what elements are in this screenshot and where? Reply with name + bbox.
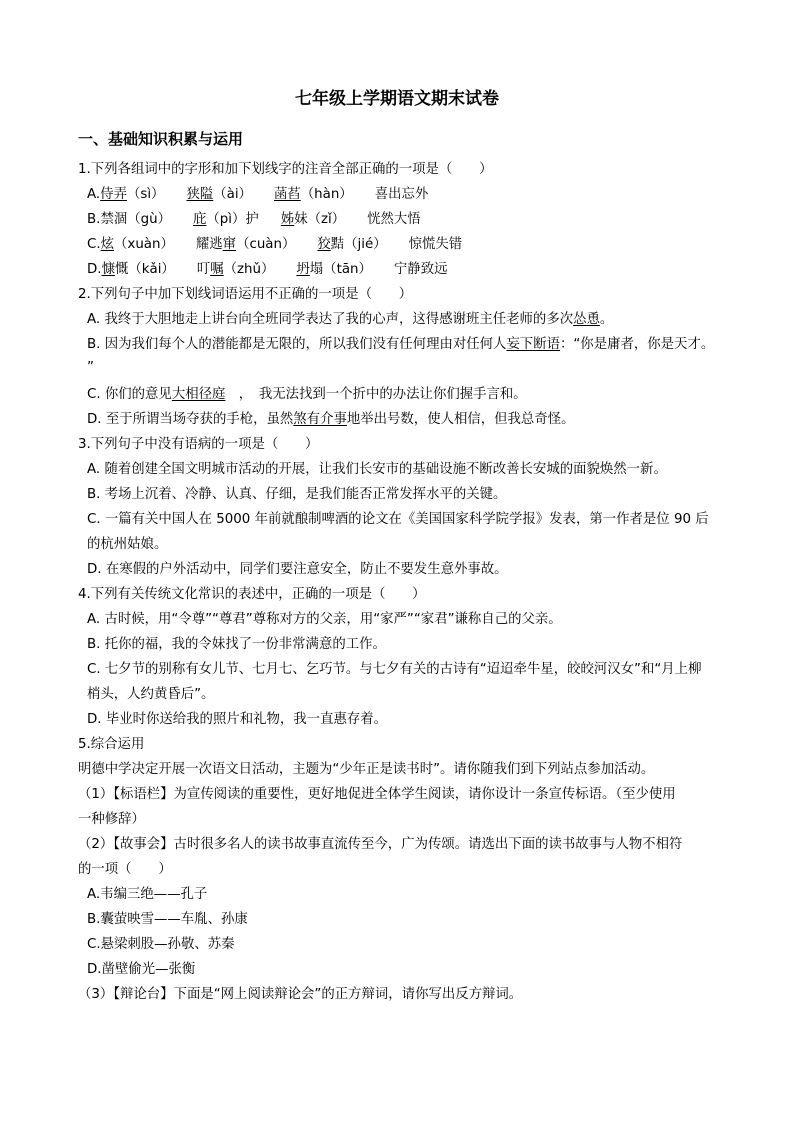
q3-option-c: C. 一篇有关中国人在 5000 年前就酿制啤酒的论文在《美国国家科学院学报》发表，第一作者是位 90 后: [87, 512, 709, 527]
q4-option-b: B. 托你的福，我的令妹找了一份非常满意的工作。: [87, 637, 386, 652]
q4-stem: 4.下列有关传统文化常识的表述中，正确的一项是（ ）: [78, 587, 426, 602]
q2-option-b: B. 因为我们每个人的潜能都是无限的，所以我们没有任何理由对任何人妄下断语：“你是庸者，你是天才。: [87, 337, 715, 352]
q5-part2: （2）【故事会】古时很多名人的读书故事直流传至今，广为传颂。请选出下面的读书故事与人物不相符: [78, 837, 683, 852]
q1-option-d: D.慷慨（kǎi） 叮嘱（zhǔ） 坍塌（tān） 宁静致远: [87, 262, 448, 277]
q2-option-c: C. 你们的意见大相径庭 ， 我无法找到一个折中的办法让你们握手言和。: [87, 387, 527, 402]
q2-option-a: A. 我终于大胆地走上讲台向全班同学表达了我的心声，这得感谢班主任老师的多次怂恿。: [87, 312, 614, 327]
q3-option-d: D. 在寒假的户外活动中，同学们要注意安全，防止不要发生意外事故。: [87, 562, 508, 577]
q4-option-d: D. 毕业时你送给我的照片和礼物，我一直惠存着。: [87, 712, 388, 727]
q1-stem: 1.下列各组词中的字形和加下划线字的注音全部正确的一项是（ ）: [78, 162, 493, 177]
q5-part1: （1）【标语栏】为宣传阅读的重要性，更好地促进全体学生阅读，请你设计一条宣传标语。（至少使用: [78, 787, 676, 802]
q3-option-c-cont: 的杭州姑娘。: [87, 537, 168, 552]
q5-part1-cont: 一种修辞）: [78, 812, 145, 827]
q5-option-d: D.凿壁偷光—张衡: [87, 962, 196, 977]
q5-intro: 明德中学决定开展一次语文日活动，主题为“少年正是读书时”。请你随我们到下列站点参加活动。: [78, 762, 655, 777]
q5-option-c: C.悬梁刺股—孙敬、苏秦: [87, 937, 235, 952]
section-heading: 一、基础知识积累与运用: [78, 130, 244, 148]
q4-option-c: C. 七夕节的别称有女儿节、七月七、乞巧节。与七夕有关的古诗有“迢迢牵牛星，皎皎河汉女”和“月上柳: [87, 662, 702, 677]
q5-option-a: A.韦编三绝——孔子: [87, 887, 208, 902]
q5-stem: 5.综合运用: [78, 737, 145, 752]
q2-stem: 2.下列句子中加下划线词语运用不正确的一项是（ ）: [78, 287, 413, 302]
q3-option-a: A. 随着创建全国文明城市活动的开展，让我们长安市的基础设施不断改善长安城的面貌焕然一新。: [87, 462, 667, 477]
q3-option-b: B. 考场上沉着、冷静、认真、仔细，是我们能否正常发挥水平的关键。: [87, 487, 507, 502]
q5-part2-cont: 的一项（ ）: [78, 862, 172, 877]
q2-option-b-cont: ”: [87, 360, 94, 375]
q1-option-b: B.禁涸（gù） 庇（pì）护 姊妹（zǐ） 恍然大悟: [87, 212, 421, 227]
q1-option-c: C.炫（xuàn） 耀逃窜（cuàn） 狡黠（jié） 惊慌失错: [87, 237, 463, 252]
q5-option-b: B.囊萤映雪——车胤、孙康: [87, 912, 248, 927]
exam-title: 七年级上学期语文期末试卷: [295, 89, 499, 109]
q4-option-c-cont: 梢头，人约黄昏后”。: [87, 687, 215, 702]
q2-option-d: D. 至于所谓当场夺获的手枪，虽然煞有介事地举出号数，使人相信，但我总奇怪。: [87, 412, 575, 427]
q4-option-a: A. 古时候，用“令尊”“尊君”尊称对方的父亲，用“家严”“家君”谦称自己的父亲。: [87, 612, 562, 627]
q5-part3: （3）【辩论台】下面是“网上阅读辩论会”的正方辩词，请你写出反方辩词。: [78, 987, 523, 1002]
q3-stem: 3.下列句子中没有语病的一项是（ ）: [78, 437, 319, 452]
q1-option-a: A.侍弄（sì） 狭隘（ài） 菡萏（hàn） 喜出忘外: [87, 187, 429, 202]
